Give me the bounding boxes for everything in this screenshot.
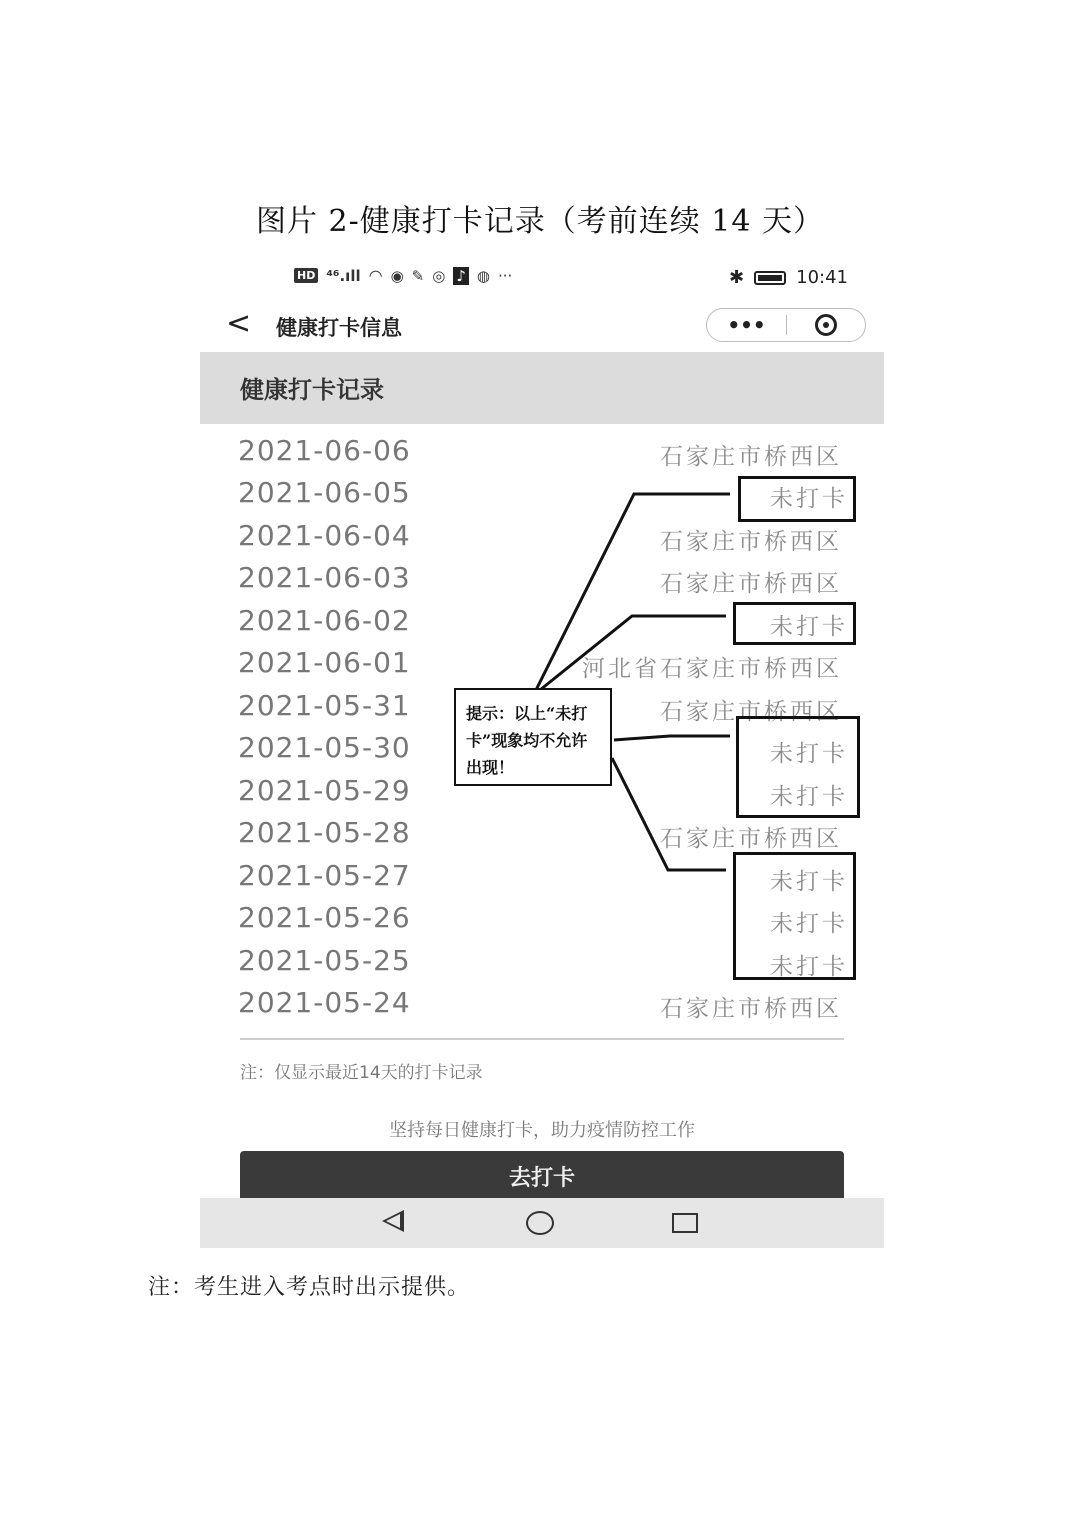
record-date: 2021-05-26 [238,901,411,934]
recents-square-icon[interactable] [672,1213,698,1233]
record-date: 2021-05-24 [238,986,411,1019]
record-date: 2021-05-31 [238,689,411,722]
record-location: 石家庄市桥西区 [660,529,842,555]
record-date: 2021-05-27 [238,859,411,892]
wifi-icon: ◠ [368,266,383,285]
record-date: 2021-06-02 [238,604,411,637]
record-date: 2021-05-28 [238,816,411,849]
phone-screenshot [200,258,884,1248]
record-missed: 未打卡 [770,784,848,810]
record-location: 石家庄市桥西区 [660,996,842,1022]
home-circle-icon[interactable] [526,1211,554,1235]
back-icon[interactable]: < [226,306,252,341]
slogan: 坚持每日健康打卡，助力疫情防控工作 [389,1120,695,1141]
record-missed: 未打卡 [770,954,848,980]
section-title: 健康打卡记录 [240,376,384,404]
record-date: 2021-05-25 [238,944,411,977]
app-icon: ◉ [390,266,404,285]
record-missed: 未打卡 [770,869,848,895]
record-date: 2021-06-03 [238,561,411,594]
record-date: 2021-06-06 [238,434,411,467]
more-notifications: ··· [498,266,513,285]
record-missed: 未打卡 [770,911,848,937]
footer-note: 注：考生进入考点时出示提供。 [148,1275,471,1300]
record-location: 石家庄市桥西区 [660,571,842,597]
divider [240,1038,844,1040]
warning-callout: 提示：以上“未打卡”现象均不允许出现！ [454,688,612,786]
record-location: 石家庄市桥西区 [660,444,842,470]
record-date: 2021-06-01 [238,646,411,679]
back-triangle-icon[interactable] [382,1210,404,1232]
bluetooth-icon: ✱ [729,267,745,288]
record-missed: 未打卡 [770,741,848,767]
record-location: 河北省石家庄市桥西区 [582,656,842,682]
signal-icon: ⁴⁶.ıll [326,266,361,285]
hd-icon: HD [294,268,318,283]
document-title: 图片 2-健康打卡记录（考前连续 14 天） [255,204,824,239]
nav-title: 健康打卡信息 [276,316,402,340]
record-location: 石家庄市桥西区 [660,826,842,852]
callout-line [536,494,730,690]
app-icon: ◎ [432,266,446,285]
callout-line [612,758,726,870]
app-icon: ✎ [411,266,425,285]
records-note: 注：仅显示最近14天的打卡记录 [240,1063,483,1083]
callout-line [614,736,730,740]
clock: 10:41 [796,267,848,288]
record-date: 2021-05-30 [238,731,411,764]
record-location: 石家庄市桥西区 [660,699,842,725]
more-icon[interactable]: ••• [727,313,766,337]
check-in-button[interactable]: 去打卡 [240,1151,844,1203]
record-date: 2021-05-29 [238,774,411,807]
record-date: 2021-06-04 [238,519,411,552]
tiktok-icon: ♪ [453,267,469,285]
record-missed: 未打卡 [770,614,848,640]
record-date: 2021-06-05 [238,476,411,509]
app-icon: ◍ [476,266,491,285]
system-nav-bar [200,1198,884,1248]
record-missed: 未打卡 [770,486,848,512]
